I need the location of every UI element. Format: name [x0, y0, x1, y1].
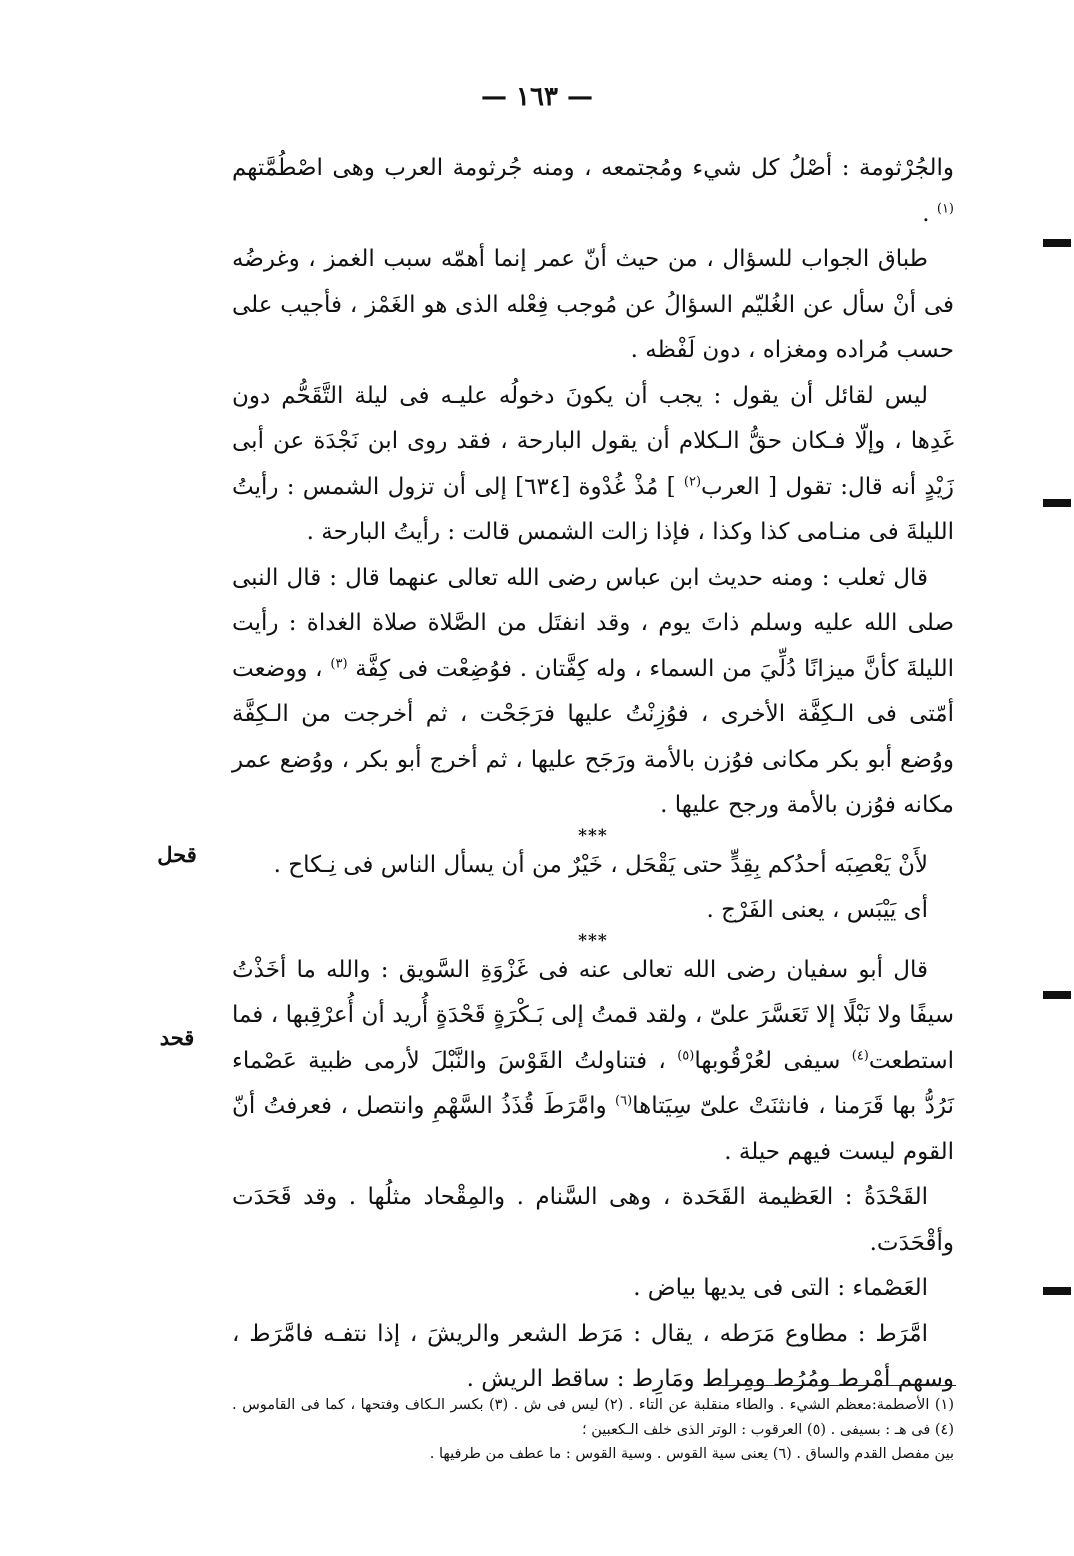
paragraph-tibaq: طباق الجواب للسؤال ، من حيث أنّ عمر إنما أهمّه سبب الغمز ، وغرضُه فى أنْ سأل عن الغُليّم السؤالُ عن مُوجب فِعْله الذى هو الغَمْز ، فأجيب على حسب مُراده ومغزاه ، دون لَفْظه .	[232, 246, 954, 363]
page-number: — ١٦٣ —	[480, 82, 594, 112]
edge-mark	[1043, 499, 1071, 507]
paragraph-qahl-gloss: أى يَيْبَس ، يعنى الفَرْج .	[706, 897, 928, 923]
footnote-ref: (٦)	[615, 1093, 633, 1109]
margin-keyword-qahl: قحل	[157, 842, 197, 867]
paragraph-qahda: القَحْدَةُ : العَظيمة القَحَدة ، وهى السَّنام . والمِقْحاد مثلُها . وقد قَحَدَت وأقْحَدَت.	[232, 1184, 954, 1256]
paragraph-imrat: امَّرَط : مطاوع مَرَطه ، يقال : مَرَط الشعر والريشَ ، إذا نتفـه فامَّرَط ، وسهم أمْرط ومُرُط ومِراط ومَارِط : ساقط الريش .	[232, 1320, 954, 1392]
edge-mark	[1043, 991, 1071, 999]
footnote-divider	[718, 1385, 956, 1386]
footnote-ref: (٣)	[330, 655, 348, 671]
body-text	[232, 146, 954, 1403]
paragraph-laysa: ليس لقائل أن يقول : يجب أن يكونَ دخولُه عليـه فى ليلة التَّقَحُّم دون غَدِها ، وإلّا فـكان حقُّ الـكلام أن يقول البارحة ، فقد روى ابن نَجْدَة عن أبى زَيْدٍ أنه قال: تقول [ العرب$^{(٢)}$ ] مُذْ غُدْوة [٦٣٤] إلى أن تزول الشمس : رأيتُ الليلةَ فى منـامى كذا وكذا ، فإذا زالت الشمس قالت : رأيتُ البارحة .	[232, 382, 955, 545]
footnote-line: بين مفصل القدم والساق . (٦) يعنى سية القوس . وسية القوس : ما عطف من طرفيها .	[429, 1446, 954, 1462]
section-separator: ***	[578, 825, 608, 846]
section-separator: ***	[578, 930, 608, 951]
footnote-ref: (٤)	[851, 1047, 869, 1063]
paragraph-thalab: قال ثعلب : ومنه حديث ابن عباس رضى الله تعالى عنهما قال : قال النبى صلى الله عليه وسلم ذاتَ يوم ، وقد انفتَل من الصَّلاة صلاة الغداة : رأيت الليلةَ كأنَّ ميزانًا دُلِّيَ من السماء ، وله كِفَّتان . فوُضِعْت فى كِفَّة $^{(٣)}$ ، ووضعت أمّتى فى الـكِفَّة الأخرى ، فوُزِنْتُ عليها فرَجَحْت ، ثم أخرجت من الـكِفَّة ووُضع أبو بكر مكانى فوُزن بالأمة ورَجَح عليها ، ثم أخرج أبو بكر ، ووُضع عمر مكانه فوُزن بالأمة ورجح عليها .	[232, 564, 954, 818]
edge-mark	[1043, 1287, 1071, 1295]
footnote-ref: (١)	[936, 200, 954, 216]
footnotes	[232, 1393, 954, 1467]
edge-mark	[1043, 239, 1071, 247]
paragraph-jurthuma: والجُرْثومة : أصْلُ كل شيء ومُجتمعه ، ومنه جُرثومة العرب وهى اصْطُمَّتهم $^{(١)}$ .	[232, 155, 954, 227]
paragraph-asma: العَصْماء : التى فى يديها بياض .	[633, 1275, 928, 1301]
paragraph-qahl: لأَنْ يَعْصِبَه أحدُكم بِقِدٍّ حتى يَقْحَل ، خَيْرٌ من أن يسأل الناس فى نِـكاح .	[273, 851, 928, 878]
footnote-line: (١) الأصطمة:معظم الشيء . والطاء منقلبة عن التاء . (٢) ليس فى ش . (٣) بكسر الـكاف وفتحها ، كما فى القاموس . (٤) فى هـ : بسيفى . (٥) العرقوب : الوتر الذى خلف الـكعبين ؛	[232, 1397, 954, 1438]
footnote-ref: (٥)	[677, 1047, 695, 1063]
paragraph-abu-sufyan: قال أبو سفيان رضى الله تعالى عنه فى غَزْوَةِ السَّويق : والله ما أخَذْتُ سيفًا ولا نَبْلًا إلا تَعَسَّرَ علىّ ، ولقد قمتُ إلى بَـكْرَةٍ قَحْدَةٍ أُريد أن أُعرْقِبها ، فما استطعت$^{(٤)}$ سيفى لعُرْقُوبها$^{(٥)}$ ، فتناولتُ القَوْسَ والنَّبْلَ لأرمى ظبية عَصْماء نَرُدُّ بها قَرَمنا ، فانثنَتْ علىّ سِيَتاها$^{(٦)}$ وامَّرَطَ قُذَذُ السَّهْمِ وانتصل ، فعرفتُ أنّ القوم ليست فيهم حيلة .	[232, 956, 955, 1165]
footnote-ref: (٢)	[683, 473, 702, 489]
margin-keyword-qahd: قحد	[159, 1025, 195, 1050]
